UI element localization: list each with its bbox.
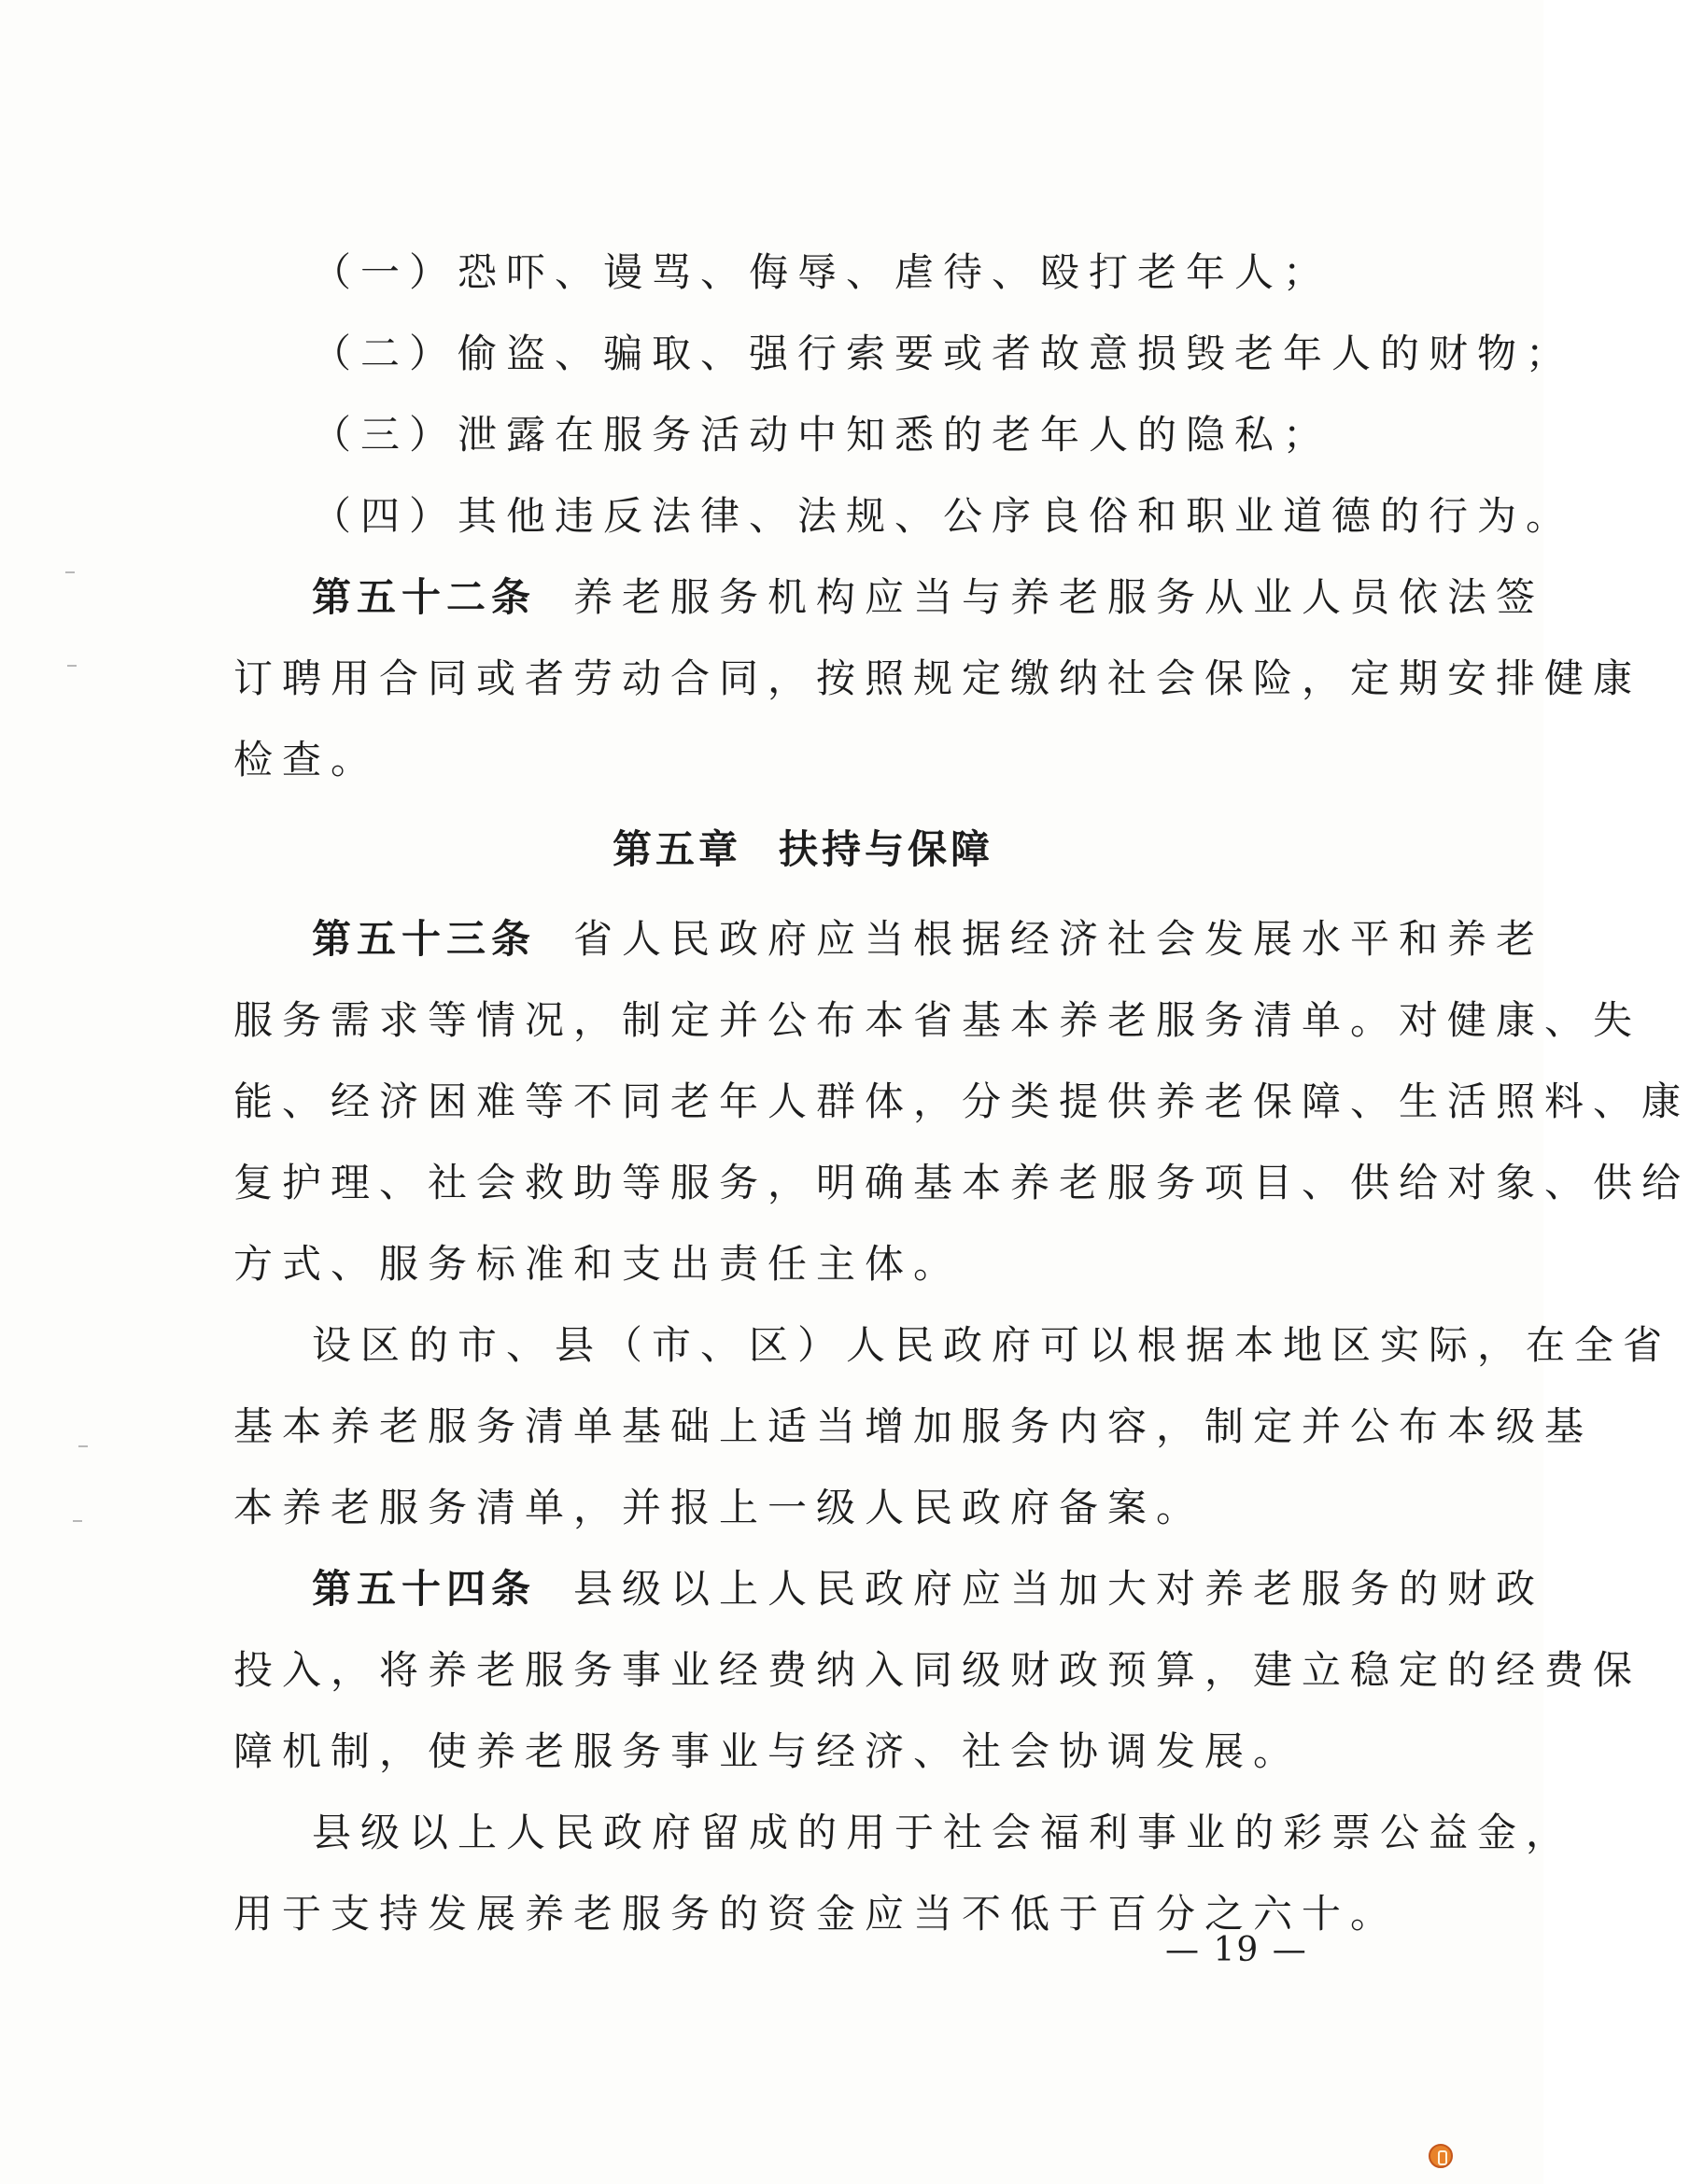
chapter-number: 第五章 xyxy=(612,826,741,872)
watermark-logo-icon xyxy=(1429,2144,1453,2168)
list-item-2: （二）偷盗、骗取、强行索要或者故意损毁老年人的财物； xyxy=(312,331,1575,376)
article-54-title: 第五十四条 xyxy=(312,1566,537,1612)
article-52-line-3: 检查。 xyxy=(233,737,380,782)
margin-mark xyxy=(78,1445,88,1447)
article-54-first-line xyxy=(312,1561,1545,1617)
margin-mark xyxy=(65,571,75,573)
article-53-title: 第五十三条 xyxy=(312,916,537,962)
article-53-para2-line-2: 基本养老服务清单基础上适当增加服务内容，制定并公布本级基 xyxy=(233,1403,1594,1449)
article-52-first-line xyxy=(312,570,1545,626)
list-item-4: （四）其他违反法律、法规、公序良俗和职业道德的行为。 xyxy=(312,493,1575,539)
article-52-line-2: 订聘用合同或者劳动合同，按照规定缴纳社会保险，定期安排健康 xyxy=(233,655,1642,701)
article-54-line-2: 投入，将养老服务事业经费纳入同级财政预算，建立稳定的经费保 xyxy=(233,1647,1642,1693)
chapter-heading xyxy=(233,822,1373,878)
article-53-para2-line-3: 本养老服务清单，并报上一级人民政府备案。 xyxy=(233,1485,1205,1530)
article-53-line-2: 服务需求等情况，制定并公布本省基本养老服务清单。对健康、失 xyxy=(233,997,1642,1043)
list-item-3: （三）泄露在服务活动中知悉的老年人的隐私； xyxy=(312,412,1332,458)
article-54-para2-line-1: 县级以上人民政府留成的用于社会福利事业的彩票公益金， xyxy=(312,1810,1575,1855)
article-53-line-3: 能、经济困难等不同老年人群体，分类提供养老保障、生活照料、康 xyxy=(233,1078,1690,1124)
list-item-1: （一）恐吓、谩骂、侮辱、虐待、殴打老年人； xyxy=(312,249,1332,295)
article-52-title: 第五十二条 xyxy=(312,574,537,620)
article-54-para2-line-2: 用于支持发展养老服务的资金应当不低于百分之六十。 xyxy=(233,1891,1400,1937)
article-54-line-3: 障机制，使养老服务事业与经济、社会协调发展。 xyxy=(233,1728,1303,1774)
article-53-para2-line-1: 设区的市、县（市、区）人民政府可以根据本地区实际，在全省 xyxy=(312,1322,1672,1368)
article-53-line-4: 复护理、社会救助等服务，明确基本养老服务项目、供给对象、供给 xyxy=(233,1160,1690,1205)
chapter-name: 扶持与保障 xyxy=(779,826,994,872)
margin-mark xyxy=(67,665,77,667)
margin-mark xyxy=(73,1520,82,1522)
article-54-text-1: 县级以上人民政府应当加大对养老服务的财政 xyxy=(573,1566,1545,1612)
article-52-text-1: 养老服务机构应当与养老服务从业人员依法签 xyxy=(573,574,1545,620)
article-53-line-5: 方式、服务标准和支出责任主体。 xyxy=(233,1241,963,1287)
page-number: — 19 — xyxy=(1165,1931,1308,1969)
article-53-first-line xyxy=(312,911,1545,967)
article-53-text-1: 省人民政府应当根据经济社会发展水平和养老 xyxy=(573,916,1545,962)
